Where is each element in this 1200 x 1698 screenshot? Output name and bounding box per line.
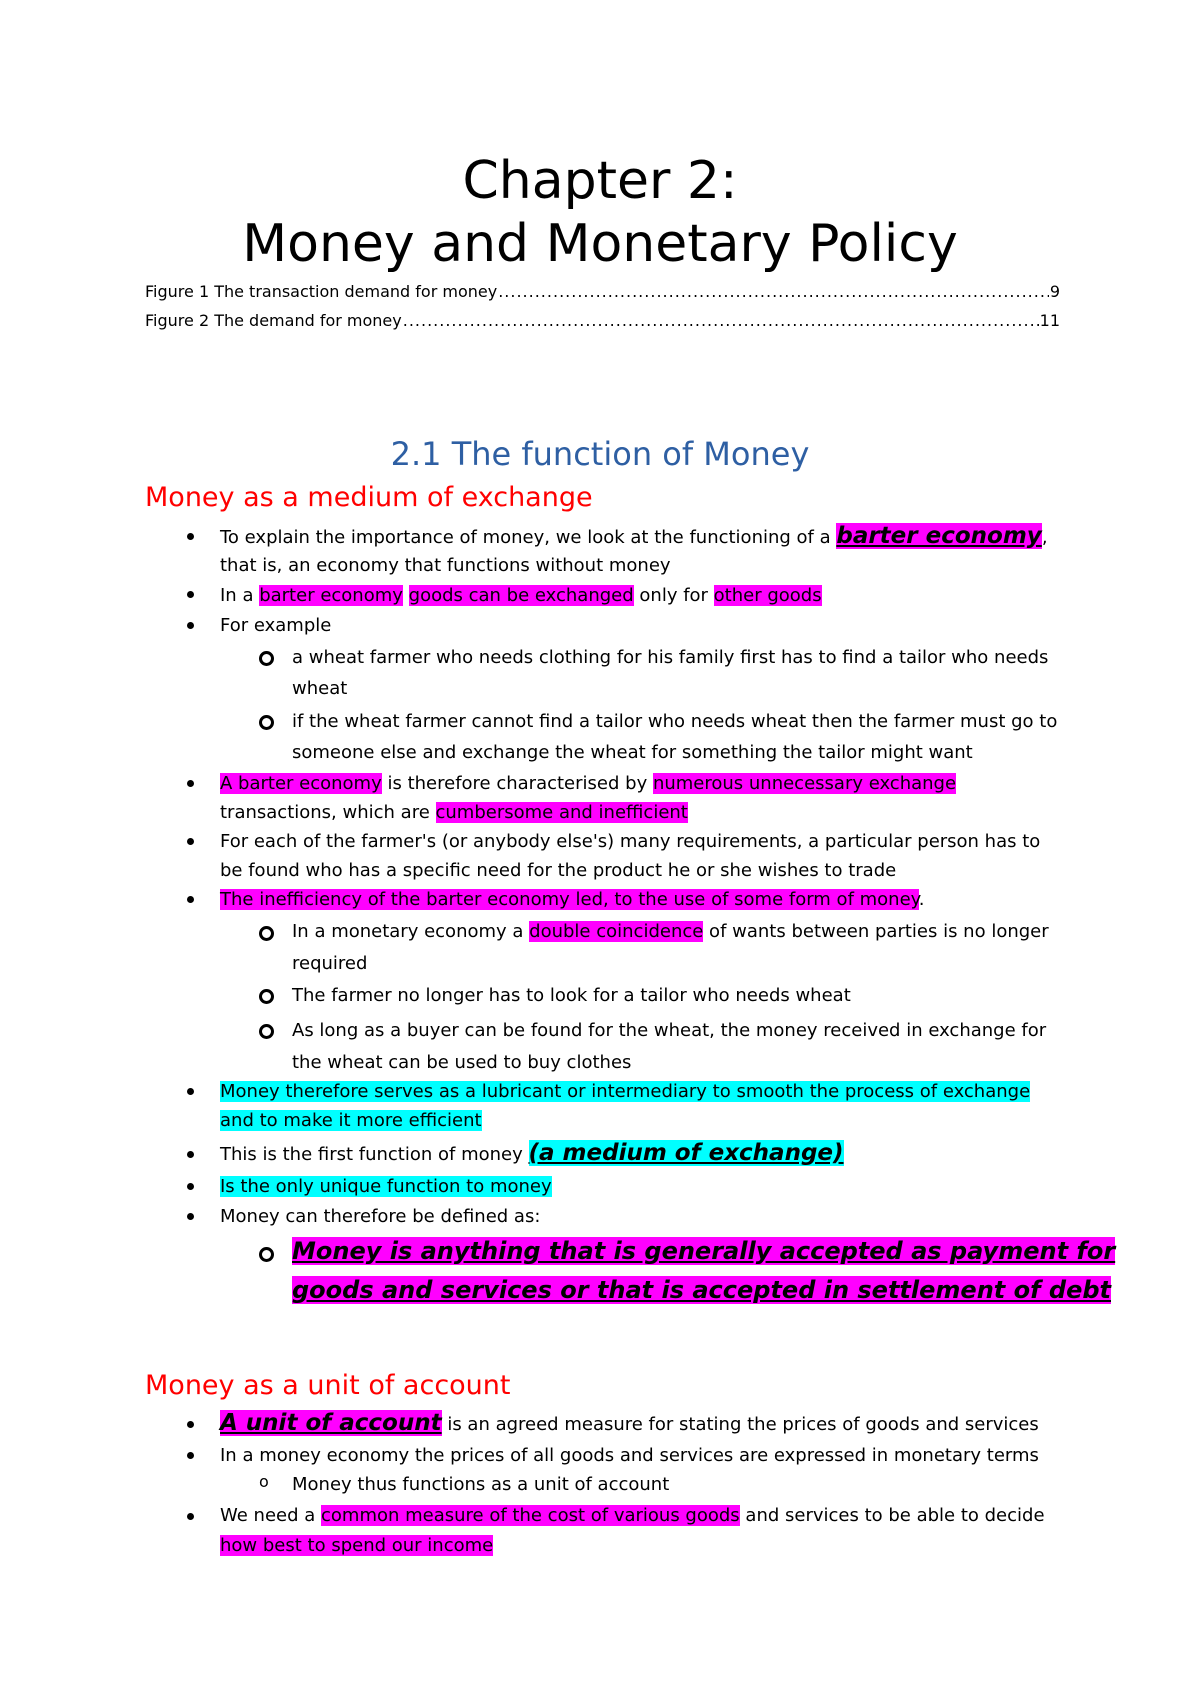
text-run: Money thus functions as a unit of account (292, 1474, 670, 1495)
list-line (220, 1503, 1045, 1529)
list-line (292, 1018, 1046, 1044)
text-run: In a money economy the prices of all goods and services are expressed in monetary terms (220, 1445, 1039, 1466)
text-run: that is, an economy that functions without money (220, 555, 671, 576)
highlighted-text: barter economy (836, 523, 1042, 549)
toc-entry-page: 9 (1049, 282, 1060, 301)
text-run: if the wheat farmer cannot find a tailor who needs wheat then the farmer must go to (292, 711, 1058, 732)
highlighted-text: Is the only unique function to money (220, 1176, 552, 1197)
text-run: be found who has a specific need for the product he or she wishes to trade (220, 860, 897, 881)
list-line (220, 887, 924, 913)
list-line (292, 919, 1049, 945)
list-line (220, 1443, 1039, 1469)
text-run: In a monetary economy a (292, 921, 530, 942)
list-line (220, 1410, 1039, 1438)
text-run: wheat (292, 678, 348, 699)
text-run: To explain the importance of money, we look at the functioning of a (220, 527, 837, 548)
list-line (220, 800, 688, 826)
text-run: This is the first function of money (220, 1144, 529, 1165)
highlighted-text: cumbersome and inefficient (435, 802, 688, 823)
bullet-marker (187, 1183, 194, 1190)
highlighted-text: double coincidence (529, 921, 704, 942)
sub-bullet-marker (259, 1247, 274, 1262)
subheading-medium-of-exchange: Money as a medium of exchange (145, 482, 593, 513)
highlighted-text: A unit of account (220, 1410, 442, 1436)
text-run (403, 585, 409, 606)
list-line (220, 1108, 482, 1134)
section-heading: 2.1 The function of Money (390, 435, 810, 473)
list-line (220, 1079, 1030, 1105)
list-line (292, 645, 1048, 671)
subheading-unit-of-account: Money as a unit of account (145, 1370, 511, 1401)
sub-bullet-o-marker: o (259, 1472, 269, 1491)
list-line (220, 858, 896, 884)
list-line (220, 1533, 493, 1559)
highlighted-text: Money therefore serves as a lubricant or intermediary to smooth the process of exchange (220, 1081, 1031, 1102)
toc-leader-dots (403, 309, 1039, 333)
list-line (220, 1140, 844, 1168)
text-run: Money can therefore be defined as: (220, 1206, 541, 1227)
text-run: is an agreed measure for stating the prices of goods and services (441, 1414, 1039, 1435)
list-line (220, 553, 671, 579)
toc-entry-figure-1[interactable] (145, 280, 1060, 304)
toc-entry-label: Figure 2 The demand for money (145, 311, 402, 330)
text-run: of wants between parties is no longer (703, 921, 1049, 942)
list-line (292, 983, 851, 1009)
toc-leader-dots (498, 280, 1049, 304)
text-run: For example (220, 615, 332, 636)
highlighted-text: numerous unnecessary exchange (652, 773, 957, 794)
list-line (220, 771, 956, 797)
text-run: transactions, which are (220, 802, 436, 823)
bullet-marker (187, 1151, 194, 1158)
highlighted-text: A barter economy (220, 773, 382, 794)
sub-bullet-marker (259, 989, 274, 1004)
bullet-marker (187, 1088, 194, 1095)
bullet-marker (187, 838, 194, 845)
text-run: . (918, 889, 925, 910)
toc-entry-page: 11 (1039, 311, 1060, 330)
text-run: In a (220, 585, 260, 606)
text-run: The farmer no longer has to look for a tailor who needs wheat (292, 985, 851, 1006)
bullet-marker (187, 622, 194, 629)
highlighted-text: (a medium of exchange) (528, 1140, 844, 1166)
highlighted-text: other goods (713, 585, 822, 606)
text-run: We need a (220, 1505, 321, 1526)
highlighted-text: goods and services or that is accepted in settlement of debt (292, 1276, 1111, 1304)
toc-entry-label: Figure 1 The transaction demand for money (145, 282, 498, 301)
bullet-marker (187, 1213, 194, 1220)
list-line (220, 523, 1048, 551)
bullet-marker (187, 1421, 194, 1428)
bullet-marker (187, 1513, 194, 1520)
definition-line (292, 1277, 1111, 1306)
text-run: , (1041, 527, 1048, 548)
text-run: the wheat can be used to buy clothes (292, 1052, 632, 1073)
text-run: and services to be able to decide (739, 1505, 1045, 1526)
list-line (292, 709, 1057, 735)
sub-bullet-marker (259, 651, 274, 666)
list-line (220, 1204, 540, 1230)
bullet-marker (187, 896, 194, 903)
text-run: required (292, 953, 368, 974)
list-line (220, 1174, 552, 1200)
highlighted-text: barter economy (259, 585, 403, 606)
bullet-marker (187, 533, 194, 540)
list-line (220, 583, 822, 609)
highlighted-text: and to make it more efficient (220, 1110, 482, 1131)
list-line (292, 951, 367, 977)
sub-bullet-marker (259, 926, 274, 941)
chapter-title-line2: Money and Monetary Policy (242, 214, 958, 274)
bullet-marker (187, 1452, 194, 1459)
list-line (220, 613, 331, 639)
list-line (220, 829, 1040, 855)
text-run: only for (633, 585, 714, 606)
chapter-title-line1: Chapter 2: (462, 151, 738, 211)
text-run: is therefore characterised by (381, 773, 653, 794)
highlighted-text: common measure of the cost of various goods (321, 1505, 740, 1526)
sub-bullet-marker (259, 1024, 274, 1039)
highlighted-text: The inefficiency of the barter economy led, to the use of some form of money (220, 889, 919, 910)
highlighted-text: Money is anything that is generally accepted as payment for (292, 1237, 1116, 1265)
definition-line (292, 1238, 1115, 1267)
text-run: For each of the farmer's (or anybody else's) many requirements, a particular person has to (220, 831, 1041, 852)
bullet-marker (187, 780, 194, 787)
toc-entry-figure-2[interactable] (145, 309, 1060, 333)
text-run: a wheat farmer who needs clothing for his family first has to find a tailor who needs (292, 647, 1049, 668)
highlighted-text: goods can be exchanged (408, 585, 634, 606)
sub-bullet-marker (259, 715, 274, 730)
list-line (292, 1472, 669, 1498)
bullet-marker (187, 591, 194, 598)
text-run: As long as a buyer can be found for the wheat, the money received in exchange for (292, 1020, 1047, 1041)
list-line (292, 1050, 631, 1076)
text-run: someone else and exchange the wheat for something the tailor might want (292, 742, 973, 763)
list-line (292, 740, 973, 766)
highlighted-text: how best to spend our income (220, 1535, 494, 1556)
list-line (292, 676, 347, 702)
